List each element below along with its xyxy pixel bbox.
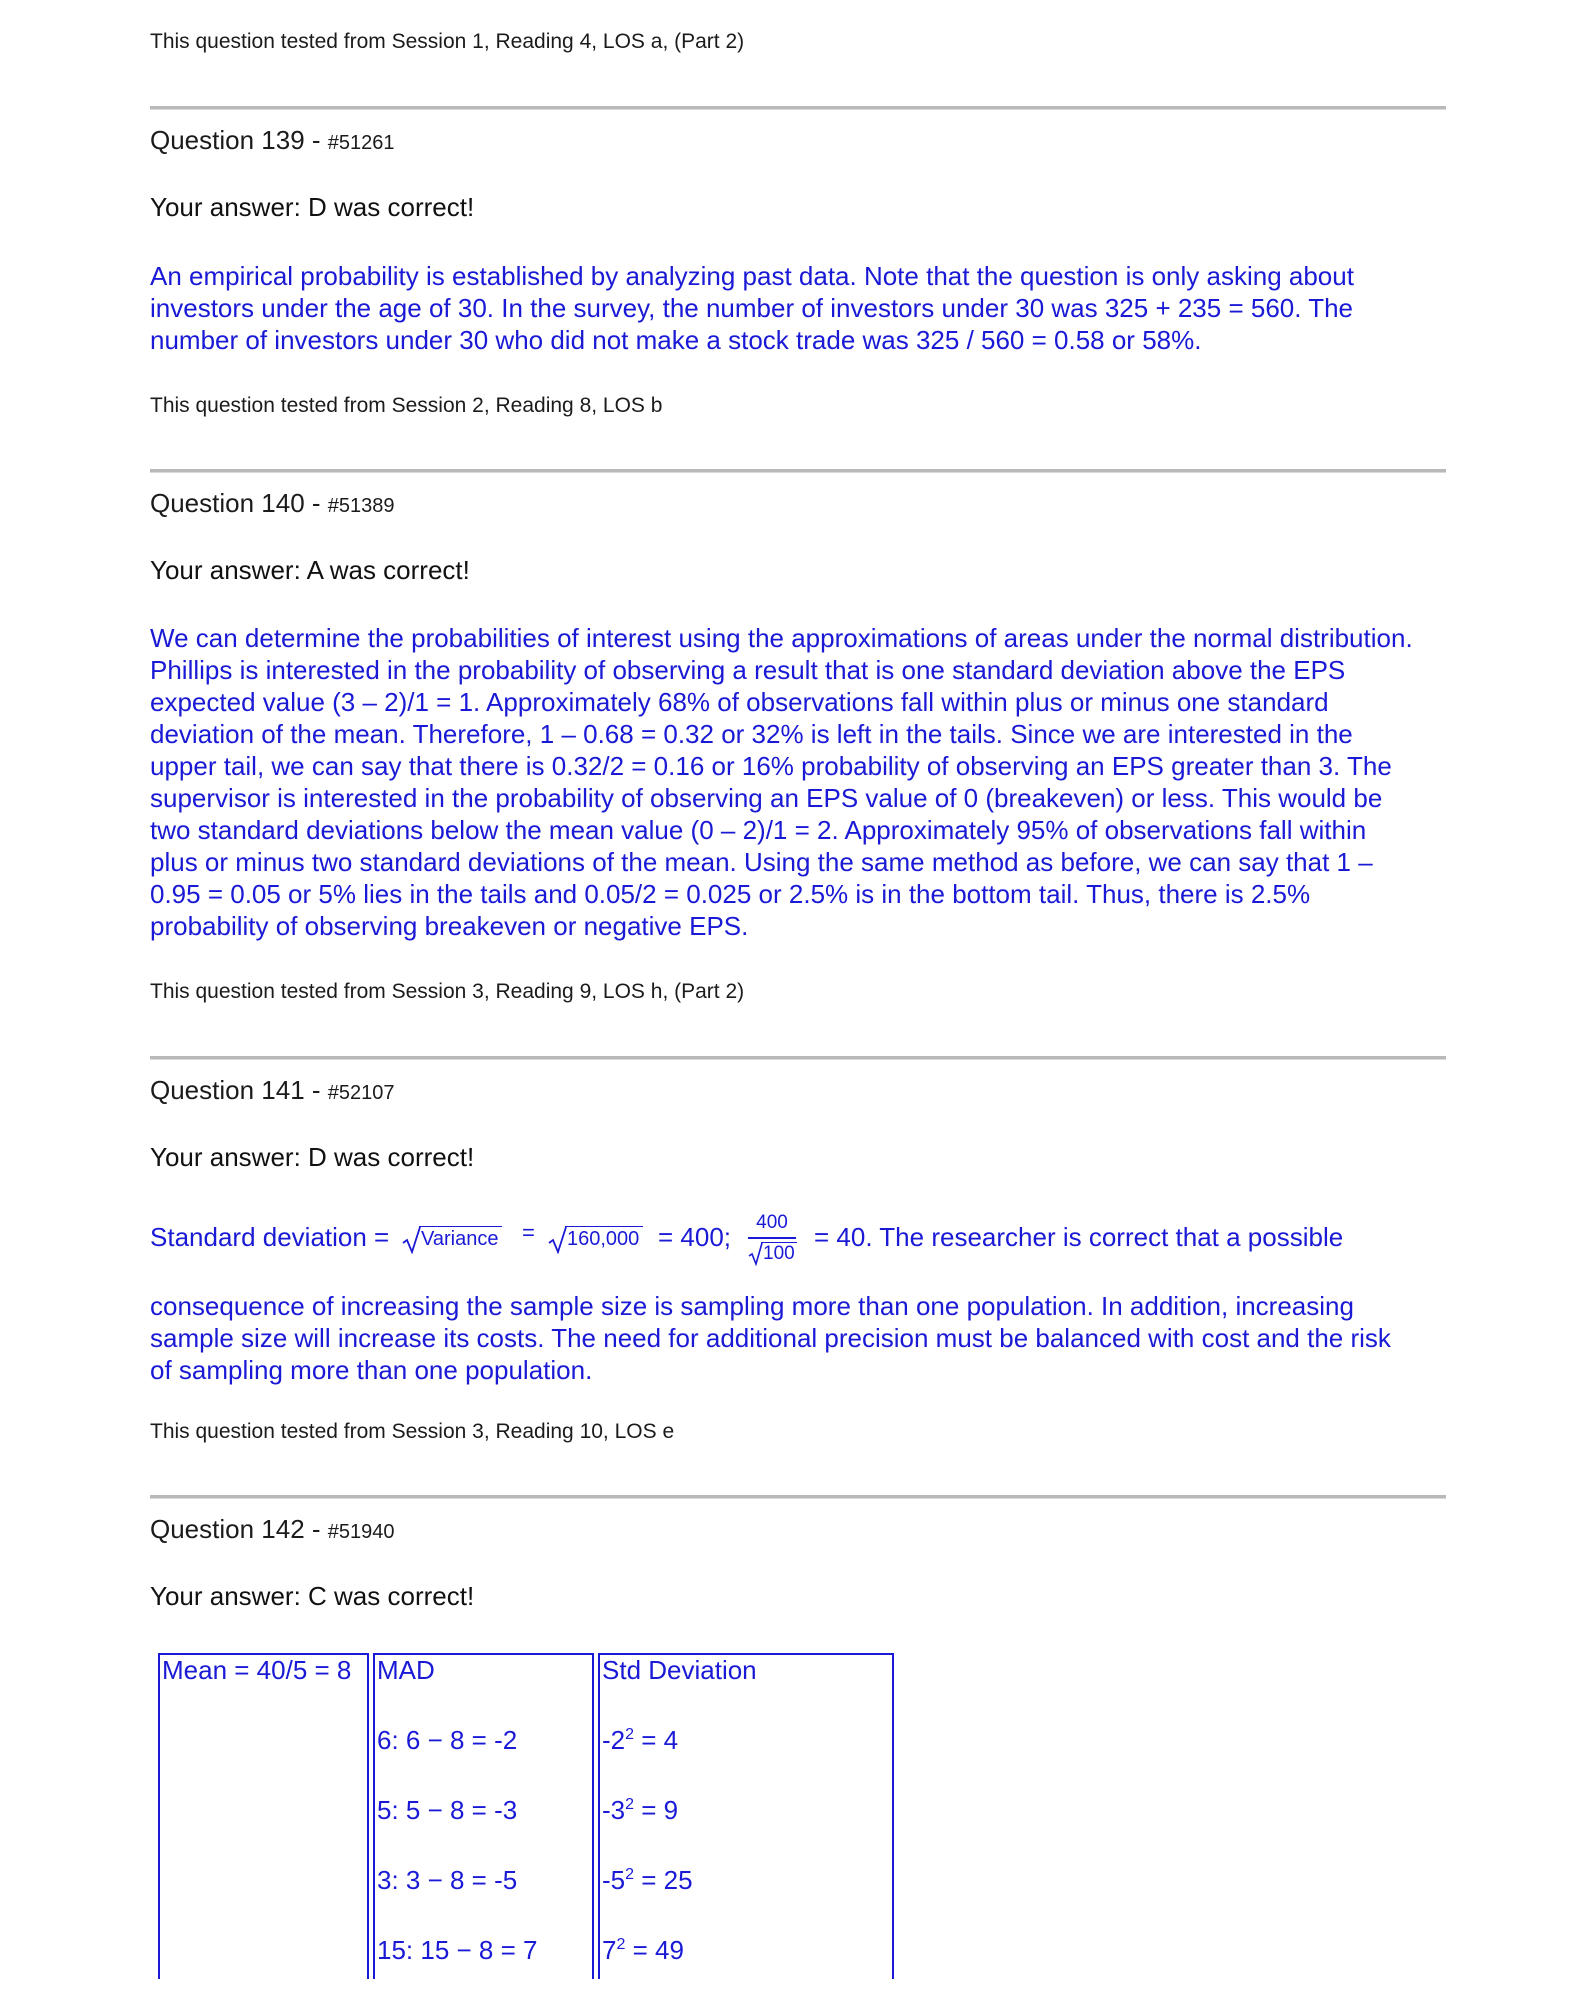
table-row <box>158 1865 894 1935</box>
table-row <box>158 1653 894 1725</box>
explanation-line: expected value (3 – 2)/1 = 1. Approximately 68% of observations fall within plus or minus one standard <box>150 687 1329 717</box>
sd-exponent: 2 <box>625 1866 635 1883</box>
previous-question-footer: This question tested from Session 1, Reading 4, LOS a, (Part 2) <box>150 30 745 53</box>
formula-result-400: = 400; <box>658 1222 732 1252</box>
table-cell <box>598 1725 894 1795</box>
sd-result: = 4 <box>634 1725 679 1755</box>
formula-label: Standard deviation = <box>150 1222 390 1252</box>
explanation-line: 0.95 = 0.05 or 5% lies in the tails and 0.05/2 = 0.025 or 2.5% is in the bottom tail. Thus, there is 2.5% <box>150 879 1311 909</box>
answer-result: Your answer: D was correct! <box>150 192 475 222</box>
sd-exponent: 2 <box>625 1726 635 1743</box>
sd-result: = 25 <box>634 1865 693 1895</box>
question-number: Question 141 - <box>150 1075 328 1105</box>
explanation-line: sample size will increase its costs. The need for additional precision must be balanced with cost and the risk <box>150 1323 1391 1353</box>
explanation-line: consequence of increasing the sample size is sampling more than one population. In addition, increasing <box>150 1291 1354 1321</box>
fraction-bar <box>748 1237 796 1239</box>
table-cell <box>598 1935 894 1979</box>
answer-result: Your answer: C was correct! <box>150 1581 475 1611</box>
divider <box>150 1495 1446 1499</box>
sd-base: -3 <box>602 1795 626 1825</box>
explanation-text <box>150 1290 1446 1386</box>
explanation-line: supervisor is interested in the probability of observing an EPS value of 0 (breakeven) or less. This would be <box>150 783 1383 813</box>
question-title <box>150 1075 395 1106</box>
question-number: Question 140 - <box>150 488 328 518</box>
explanation-line: two standard deviations below the mean value (0 – 2)/1 = 2. Approximately 95% of observations fall within <box>150 815 1367 845</box>
answer-result: Your answer: D was correct! <box>150 1142 475 1172</box>
fraction-numerator: 400 <box>756 1212 788 1233</box>
question-footer: This question tested from Session 3, Reading 9, LOS h, (Part 2) <box>150 980 745 1003</box>
mad-std-deviation-table <box>154 1653 898 1979</box>
answer-result: Your answer: A was correct! <box>150 555 470 585</box>
radicand-160000: 160,000 <box>565 1226 643 1251</box>
sd-result: = 9 <box>634 1795 679 1825</box>
question-title <box>150 125 395 156</box>
question-title <box>150 488 395 519</box>
question-id: #51940 <box>327 1521 395 1543</box>
table-cell: 5: 5 − 8 = -3 <box>373 1795 594 1865</box>
explanation-text <box>150 622 1446 942</box>
explanation-line: deviation of the mean. Therefore, 1 – 0.68 = 0.32 or 32% is left in the tails. Since we are interested in the <box>150 719 1353 749</box>
table-cell <box>158 1725 369 1795</box>
table-cell <box>158 1795 369 1865</box>
table-cell <box>158 1935 369 1979</box>
sd-result: = 49 <box>625 1935 684 1965</box>
question-title <box>150 1514 395 1545</box>
table-cell <box>598 1795 894 1865</box>
table-cell <box>158 1865 369 1935</box>
table-cell: Mean = 40/5 = 8 <box>158 1653 369 1725</box>
table-row <box>158 1795 894 1865</box>
radicand-variance: Variance <box>419 1226 502 1251</box>
question-number: Question 139 - <box>150 125 328 155</box>
sd-base: -2 <box>602 1725 626 1755</box>
table-cell <box>598 1865 894 1935</box>
table-cell: MAD <box>373 1653 594 1725</box>
fraction-denominator <box>748 1242 796 1270</box>
table-cell: 6: 6 − 8 = -2 <box>373 1725 594 1795</box>
question-id: #51389 <box>327 495 395 517</box>
formula-result-40: = 40. The researcher is correct that a possible <box>814 1222 1344 1252</box>
explanation-line: Phillips is interested in the probability of observing a result that is one standard deviation above the EPS <box>150 655 1346 685</box>
formula-equals: = <box>522 1220 535 1245</box>
fraction-400-over-sqrt100 <box>748 1212 796 1270</box>
explanation-line: of sampling more than one population. <box>150 1355 593 1385</box>
table-cell: 15: 15 − 8 = 7 <box>373 1935 594 1979</box>
question-footer: This question tested from Session 2, Reading 8, LOS b <box>150 394 663 417</box>
divider <box>150 1056 1446 1060</box>
explanation-line: number of investors under 30 who did not make a stock trade was 325 / 560 = 0.58 or 58%. <box>150 325 1202 355</box>
explanation-text <box>150 260 1446 356</box>
sd-base: -5 <box>602 1865 626 1895</box>
divider <box>150 106 1446 110</box>
divider <box>150 469 1446 473</box>
explanation-line: An empirical probability is established by analyzing past data. Note that the question is only asking about <box>150 261 1354 291</box>
question-number: Question 142 - <box>150 1514 328 1544</box>
explanation-line: plus or minus two standard deviations of the mean. Using the same method as before, we can say that 1 – <box>150 847 1373 877</box>
denominator-radicand: 100 <box>763 1243 795 1264</box>
table-row <box>158 1935 894 1979</box>
sd-base: 7 <box>602 1935 617 1965</box>
sd-exponent: 2 <box>625 1796 635 1813</box>
question-id: #51261 <box>327 132 395 154</box>
question-id: #52107 <box>327 1082 395 1104</box>
explanation-line: probability of observing breakeven or negative EPS. <box>150 911 749 941</box>
question-footer: This question tested from Session 3, Reading 10, LOS e <box>150 1420 675 1443</box>
explanation-line: investors under the age of 30. In the survey, the number of investors under 30 was 325 + 235 = 560. The <box>150 293 1354 323</box>
std-dev-formula <box>150 1212 1446 1282</box>
table-cell: Std Deviation <box>598 1653 894 1725</box>
table-row <box>158 1725 894 1795</box>
sd-exponent: 2 <box>616 1936 626 1953</box>
table-cell: 3: 3 − 8 = -5 <box>373 1865 594 1935</box>
explanation-line: We can determine the probabilities of interest using the approximations of areas under the normal distribution. <box>150 623 1413 653</box>
explanation-line: upper tail, we can say that there is 0.32/2 = 0.16 or 16% probability of observing an EPS greater than 3. The <box>150 751 1392 781</box>
